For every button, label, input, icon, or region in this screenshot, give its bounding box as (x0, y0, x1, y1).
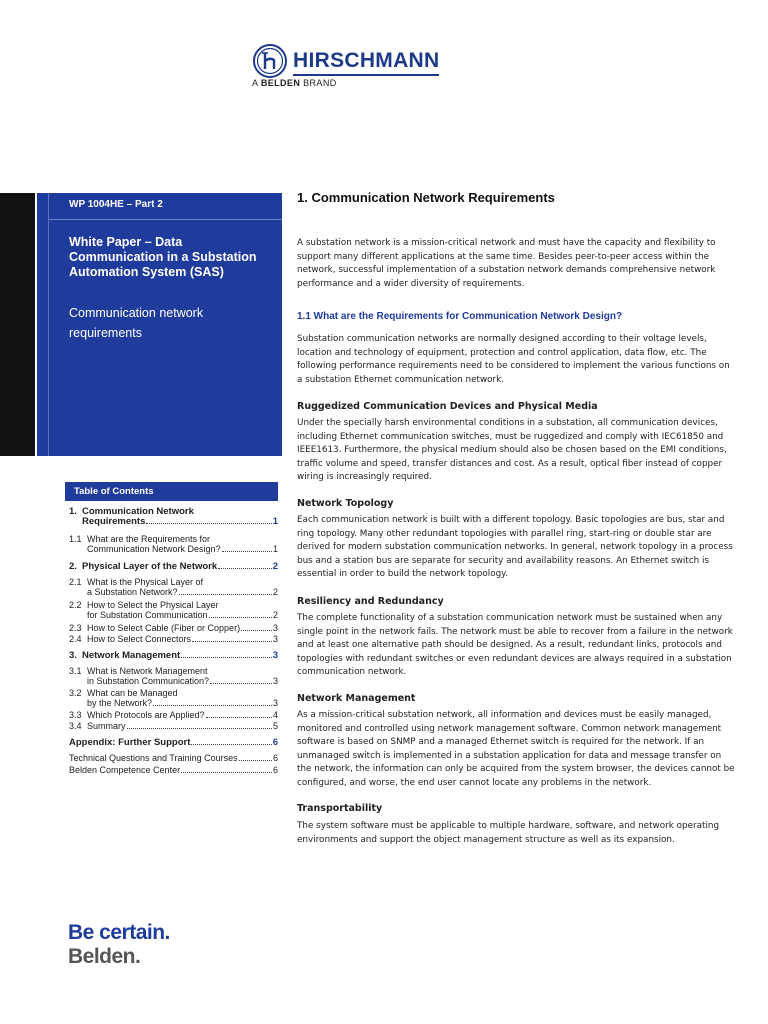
toc-item[interactable]: 3.4 Summary 5 (69, 721, 278, 731)
toc-item[interactable]: Belden Competence Center 6 (69, 765, 278, 775)
toc-item[interactable]: 3.3 Which Protocols are Applied? 4 (69, 710, 278, 720)
toc-item[interactable]: 1. Communication Network Requirements 1 (69, 506, 278, 527)
toc-item[interactable]: 3. Network Management 3 (69, 650, 278, 661)
brand-tagline: A BELDEN BRAND (252, 78, 337, 88)
requirement-text: As a mission-critical substation network, all information and devices must be easily managed, monitored and controlled using network management software. Common network management software is based on SNMP and a managed Ethernet switch is required for the network. If an unmanaged switch is implemented in a substation application for data and message transfer on the network, the information can only be acquired from the system browser, the devices cannot be configured, and worse, the end user cannot locate any problems in the network. (297, 710, 735, 788)
subsection-heading: 1.1 What are the Requirements for Communication Network Design? (297, 311, 623, 322)
toc-item[interactable]: 2. Physical Layer of the Network 2 (69, 561, 278, 572)
section-intro-paragraph: Substation communication networks are normally designed according to their voltage levels, location and technology of equipment, protection and control application, data flow, etc. The following performance requirements need to be considered to implement the various functions on a substation Ethernet communication network. (297, 334, 730, 385)
toc-item[interactable]: 2.4 How to Select Connectors 3 (69, 634, 278, 644)
document-title: White Paper – Data Communication in a Substation Automation System (SAS) (69, 235, 257, 279)
requirement-text: Under the specially harsh environmental conditions in a substation, all communication devices, including Ethernet communication switches, must be ruggedized and comply with IEC61850 and IEEE1613. Furthermore, the physical medium should also be chosen based on the EMI conditions, traffic volume and speed, transfer distances and cost. As a result, optical fiber instead of copper wiring is increasingly required. (297, 418, 727, 483)
toc-item[interactable]: 2.1 What is the Physical Layer of a Substation Network? 2 (69, 577, 278, 597)
document-subtitle: Communication network requirements (69, 306, 204, 340)
requirement-heading: Network Topology (297, 498, 394, 509)
requirement-heading: Resiliency and Redundancy (297, 596, 444, 607)
footer-slogan: Be certain. (68, 921, 170, 944)
footer-brand: Belden. (68, 945, 141, 968)
brand-name: HIRSCHMANN (293, 49, 440, 72)
toc-item[interactable]: Appendix: Further Support 6 (69, 737, 278, 748)
requirement-heading: Network Management (297, 693, 416, 704)
black-spine (0, 193, 35, 456)
toc-item[interactable]: 1.1 What are the Requirements for Communication Network Design? 1 (69, 534, 278, 554)
section-heading: 1. Communication Network Requirements (297, 190, 555, 205)
requirement-text: Each communication network is built with a different topology. Basic topologies are bus, star and ring topology. Many other redundant topologies with parallel ring, start-ring or double star are derived for modern substation communication networks. In general, network topology in a process bus and a station bus are separate for security and availability reasons. An Ethernet switch is essential in order to build the network topology. (297, 515, 733, 580)
toc-item[interactable]: Technical Questions and Training Courses 6 (69, 753, 278, 763)
toc-item[interactable]: 2.3 How to Select Cable (Fiber or Copper) 3 (69, 623, 278, 633)
toc-heading: Table of Contents (65, 482, 278, 501)
brand-underline (293, 74, 439, 76)
intro-paragraph: A substation network is a mission-critical network and must have the capacity and flexibility to support many different applications at the same time. Besides peer-to-peer access within the network, successful implementation of a substation network demands comprehensive network performance and a wider diversity of requirements. (297, 238, 716, 289)
document-code: WP 1004HE – Part 2 (69, 199, 163, 210)
requirement-text: The complete functionality of a substation communication network must be sustained when any single point in the network fails. The network must be able to recover from a failure in the network and at least one alternative path should be designed. As a result, redundant links, protocols and topologies with redundant switches or even redundant devices are always required in a substation communication network. (297, 613, 733, 678)
title-block-divider (48, 193, 49, 456)
toc-item[interactable]: 2.2 How to Select the Physical Layer for Substation Communication 2 (69, 600, 278, 620)
toc-item[interactable]: 3.1 What is Network Management in Substation Communication? 3 (69, 666, 278, 686)
requirement-heading: Ruggedized Communication Devices and Physical Media (297, 401, 598, 412)
requirement-text: The system software must be applicable to multiple hardware, software, and network operating environments and support the object management structure as well as its expansion. (297, 821, 720, 845)
hirschmann-emblem-icon (253, 44, 287, 78)
requirement-heading: Transportability (297, 803, 383, 814)
title-block-rule (49, 219, 282, 220)
toc-item[interactable]: 3.2 What can be Managed by the Network? 3 (69, 688, 278, 708)
